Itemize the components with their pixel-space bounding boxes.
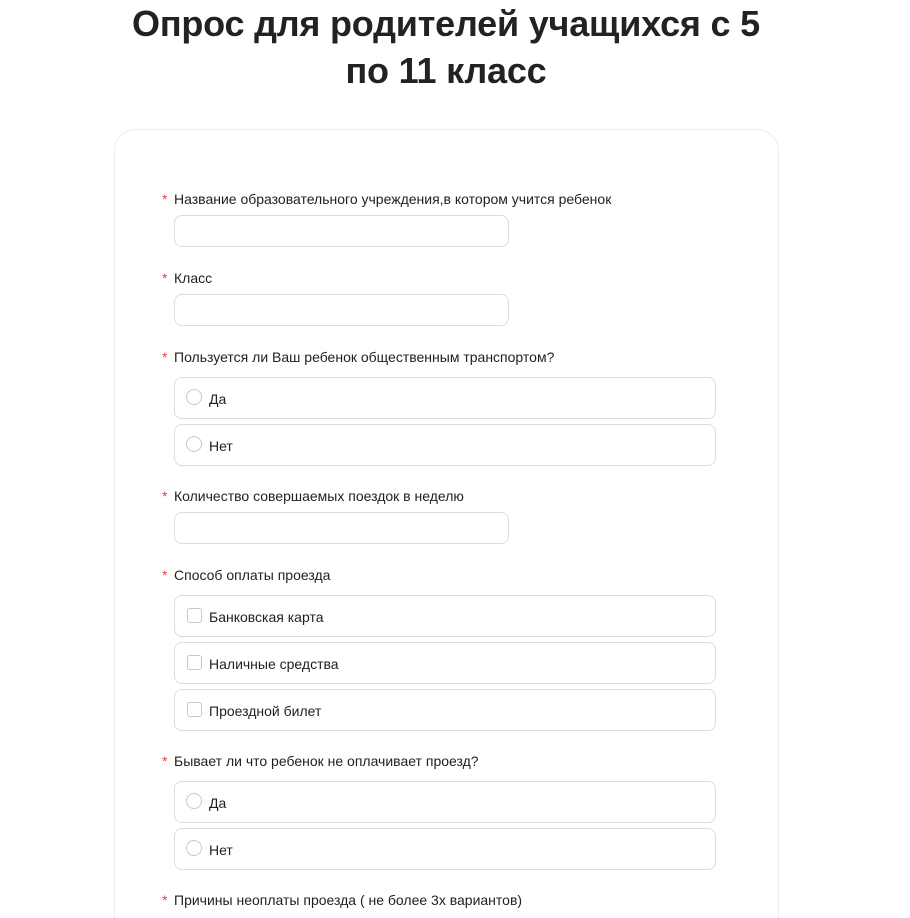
question-grade [162, 269, 212, 287]
question-label [162, 752, 479, 770]
radio-button[interactable] [186, 389, 202, 405]
radio-option-no[interactable] [174, 424, 716, 466]
question-text: Название образовательного учреждения,в котором учится ребенок [174, 191, 612, 207]
question-public-transport [162, 348, 555, 454]
question-text: Пользуется ли Ваш ребенок общественным транспортом? [174, 349, 555, 365]
option-label: Да [209, 391, 227, 407]
required-mark: * [162, 488, 168, 504]
checkbox[interactable] [187, 608, 202, 623]
option-label: Да [209, 795, 227, 811]
radio-button[interactable] [186, 436, 202, 452]
required-mark: * [162, 349, 168, 365]
radio-option-yes[interactable] [174, 781, 716, 823]
grade-input[interactable] [174, 294, 509, 326]
question-label [162, 566, 330, 584]
question-fare-evasion [162, 752, 479, 858]
radio-option-yes[interactable] [174, 377, 716, 419]
required-mark: * [162, 191, 168, 207]
question-payment-method [162, 566, 339, 719]
question-label [162, 190, 611, 208]
question-school [162, 190, 611, 208]
question-label [162, 891, 522, 909]
required-mark: * [162, 270, 168, 286]
radio-button[interactable] [186, 793, 202, 809]
page-title: Опрос для родителей учащихся с 5 по 11 класс [132, 3, 760, 91]
trips-count-input[interactable] [174, 512, 509, 544]
question-label [162, 487, 464, 505]
checkbox[interactable] [187, 655, 202, 670]
question-label [162, 269, 212, 287]
checkbox-option-bank-card[interactable] [174, 595, 716, 637]
option-label: Нет [209, 842, 233, 858]
question-label [162, 348, 554, 366]
checkbox-option-travel-pass[interactable] [174, 689, 716, 731]
question-non-payment-reasons [162, 891, 522, 909]
checkbox-option-cash[interactable] [174, 642, 716, 684]
question-text: Бывает ли что ребенок не оплачивает проезд? [174, 753, 479, 769]
option-label: Банковская карта [209, 609, 324, 625]
required-mark: * [162, 567, 168, 583]
question-text: Количество совершаемых поездок в неделю [174, 488, 464, 504]
radio-button[interactable] [186, 840, 202, 856]
checkbox[interactable] [187, 702, 202, 717]
school-name-input[interactable] [174, 215, 509, 247]
question-text: Причины неоплаты проезда ( не более 3х вариантов) [174, 892, 523, 908]
question-text: Класс [174, 270, 213, 286]
option-label: Наличные средства [209, 656, 339, 672]
required-mark: * [162, 753, 168, 769]
required-mark: * [162, 892, 168, 908]
question-trips-per-week [162, 487, 464, 505]
radio-option-no[interactable] [174, 828, 716, 870]
option-label: Проездной билет [209, 703, 322, 719]
question-text: Способ оплаты проезда [174, 567, 331, 583]
option-label: Нет [209, 438, 233, 454]
